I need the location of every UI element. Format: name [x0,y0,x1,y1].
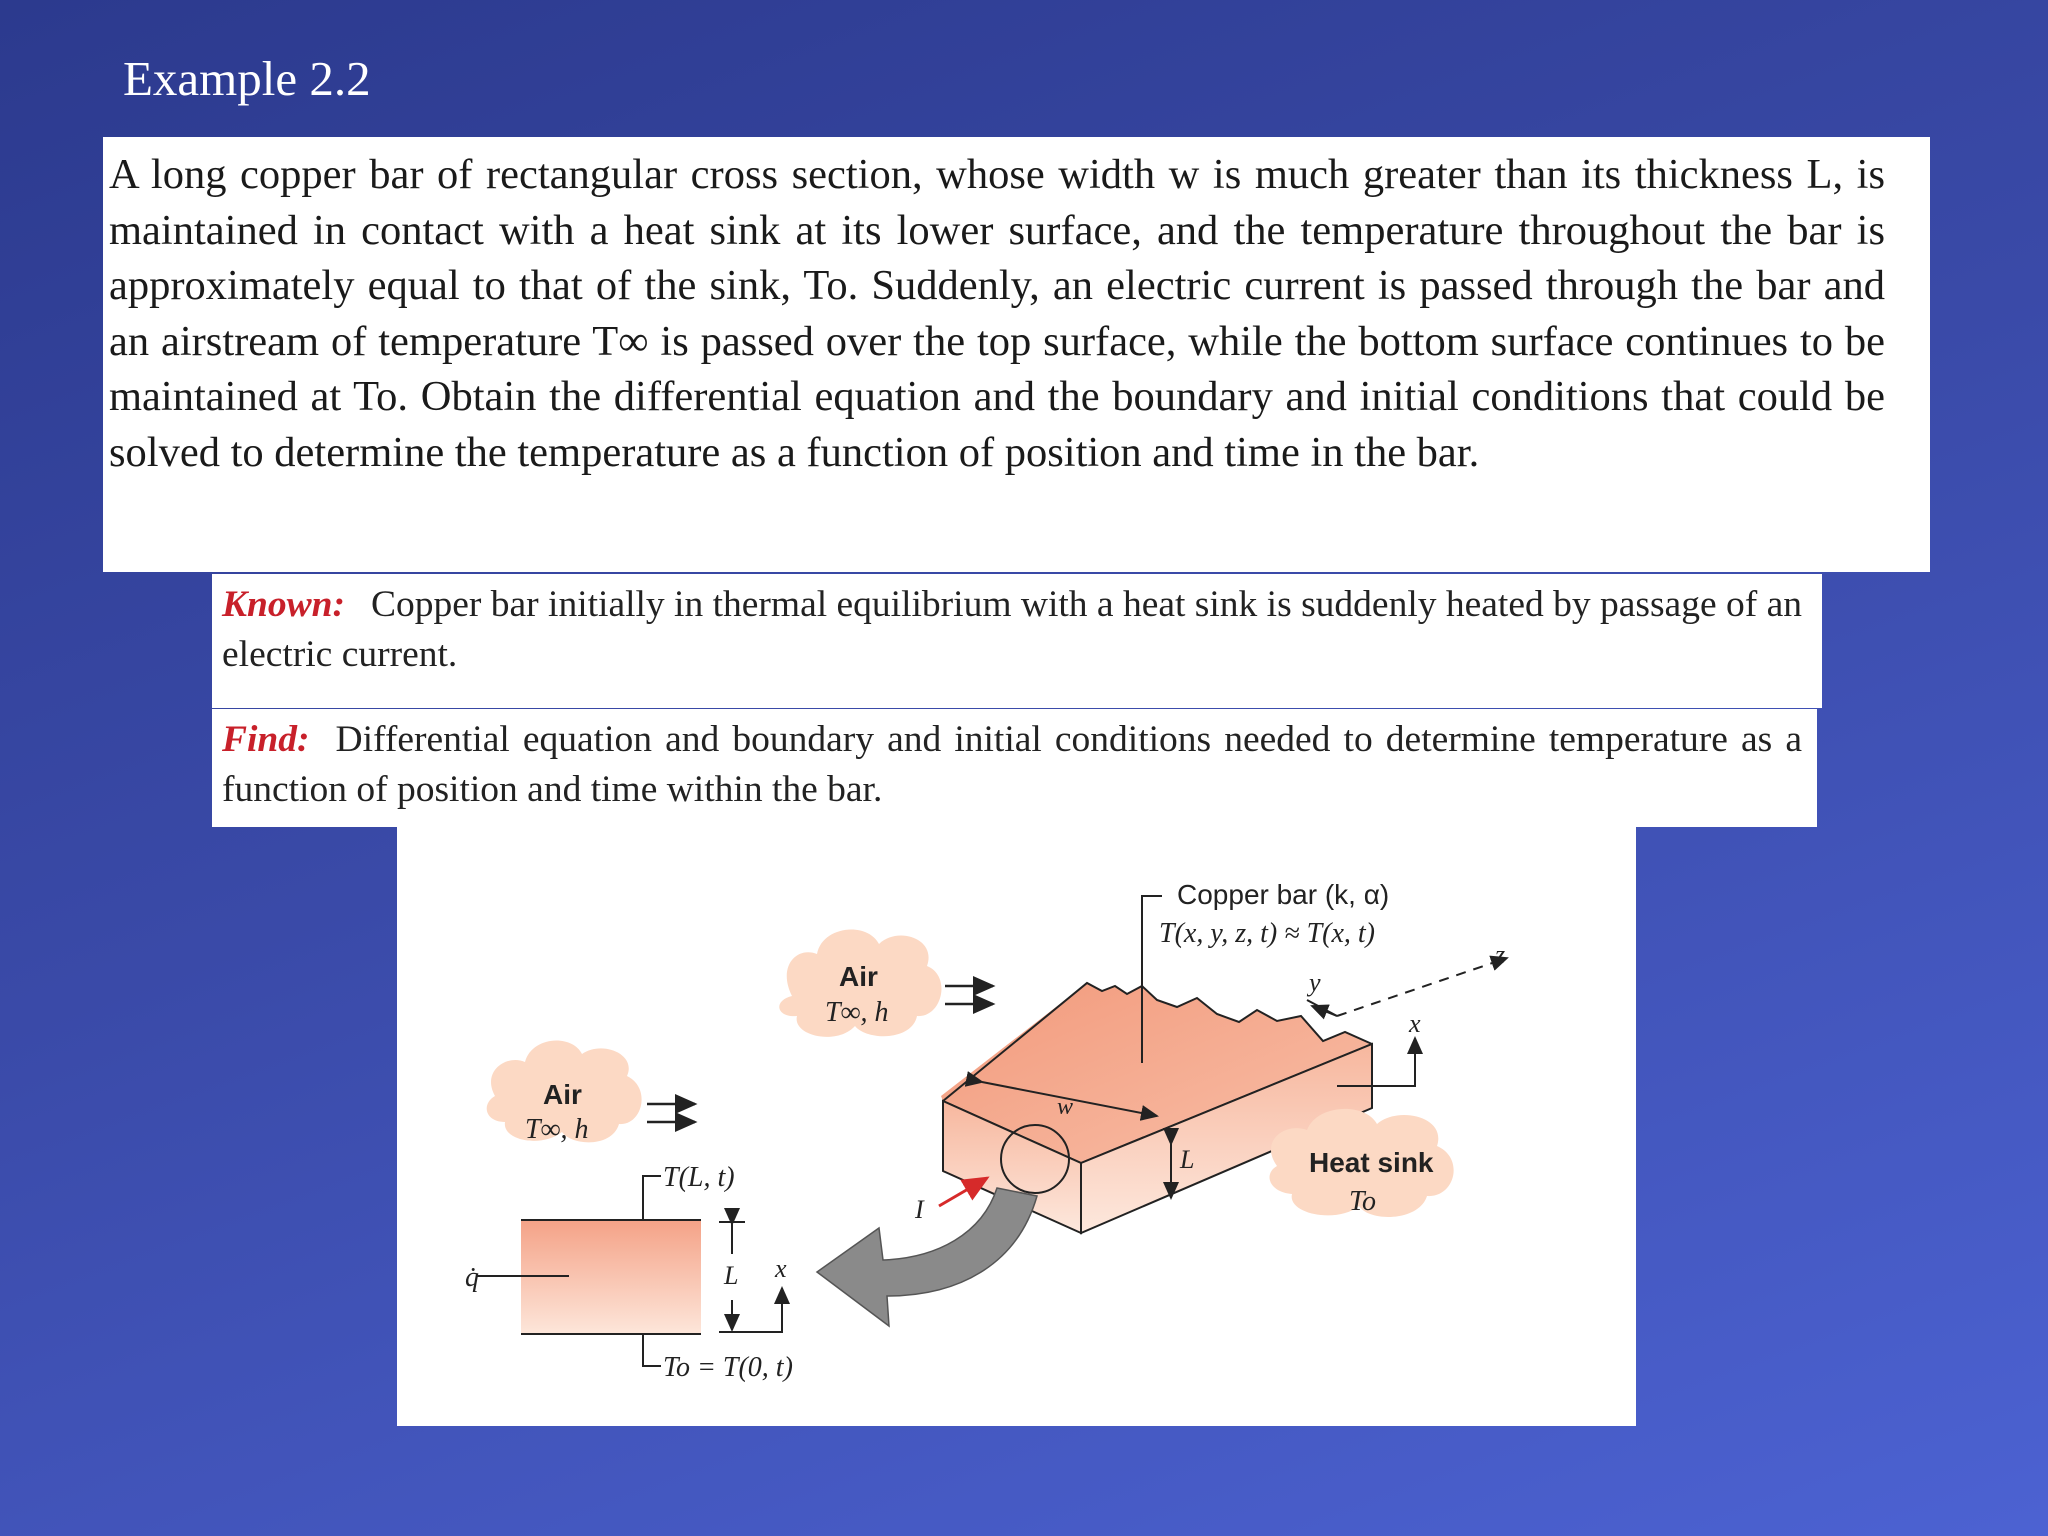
air-top-flow-arrows [945,986,993,1004]
schematic-figure [397,826,1636,1426]
schematic-diagram [397,826,1636,1426]
section-x-label: x [775,1254,787,1283]
axis-y-label: y [1309,968,1321,997]
width-label: w [1057,1094,1074,1120]
heat-sink-title: Heat sink [1309,1147,1434,1178]
section-thickness-label: L [724,1261,739,1290]
find-text: Differential equation and boundary and initial conditions needed to determine temperature as a function of position and time within the bar. [222,719,1802,810]
zoom-arrow [817,1188,1037,1326]
air-left-sub: T∞, h [525,1114,589,1145]
generation-label: q̇ [465,1262,479,1293]
air-left-flow-arrows [647,1104,695,1122]
problem-statement-text: A long copper bar of rectangular cross section, whose width w is much greater than its thickness L, is maintained in contact with a heat sink at its lower surface, and the temperature throughout the bar is approximately equal to that of the sink, To. Suddenly, an electric current is passed through the bar and an airstream of temperature T∞ is passed over the top surface, while the bottom surface continues to be maintained at To. Obtain the differential equation and the boundary and initial conditions that could be solved to determine the temperature as a function of position and time in the bar. [109,151,1885,476]
known-text-block [222,580,1802,680]
axis-z-label: z [1495,940,1506,969]
find-label: Find: [222,719,310,760]
thickness-label: L [1180,1145,1195,1174]
air-top-title: Air [839,961,878,992]
current-arrow [939,1178,987,1206]
axis-x-label: x [1409,1009,1421,1038]
find-text-block [222,715,1802,815]
known-label: Known: [222,584,345,625]
air-left-title: Air [543,1079,582,1110]
find-box [212,709,1817,827]
bottom-condition-label: To = T(0, t) [663,1352,793,1383]
known-text: Copper bar initially in thermal equilibrium with a heat sink is suddenly heated by passage of an electric current. [222,584,1802,675]
copper-bar-label: Copper bar (k, α) [1177,879,1390,910]
known-box [212,574,1822,708]
problem-statement-box [103,137,1930,572]
top-condition-label: T(L, t) [663,1162,735,1193]
copper-bar-temperature: T(x, y, z, t) ≈ T(x, t) [1159,918,1376,949]
current-label: I [915,1195,924,1224]
slide-title: Example 2.2 [123,51,371,106]
heat-sink-sub: To [1349,1186,1377,1217]
air-top-sub: T∞, h [825,997,889,1028]
